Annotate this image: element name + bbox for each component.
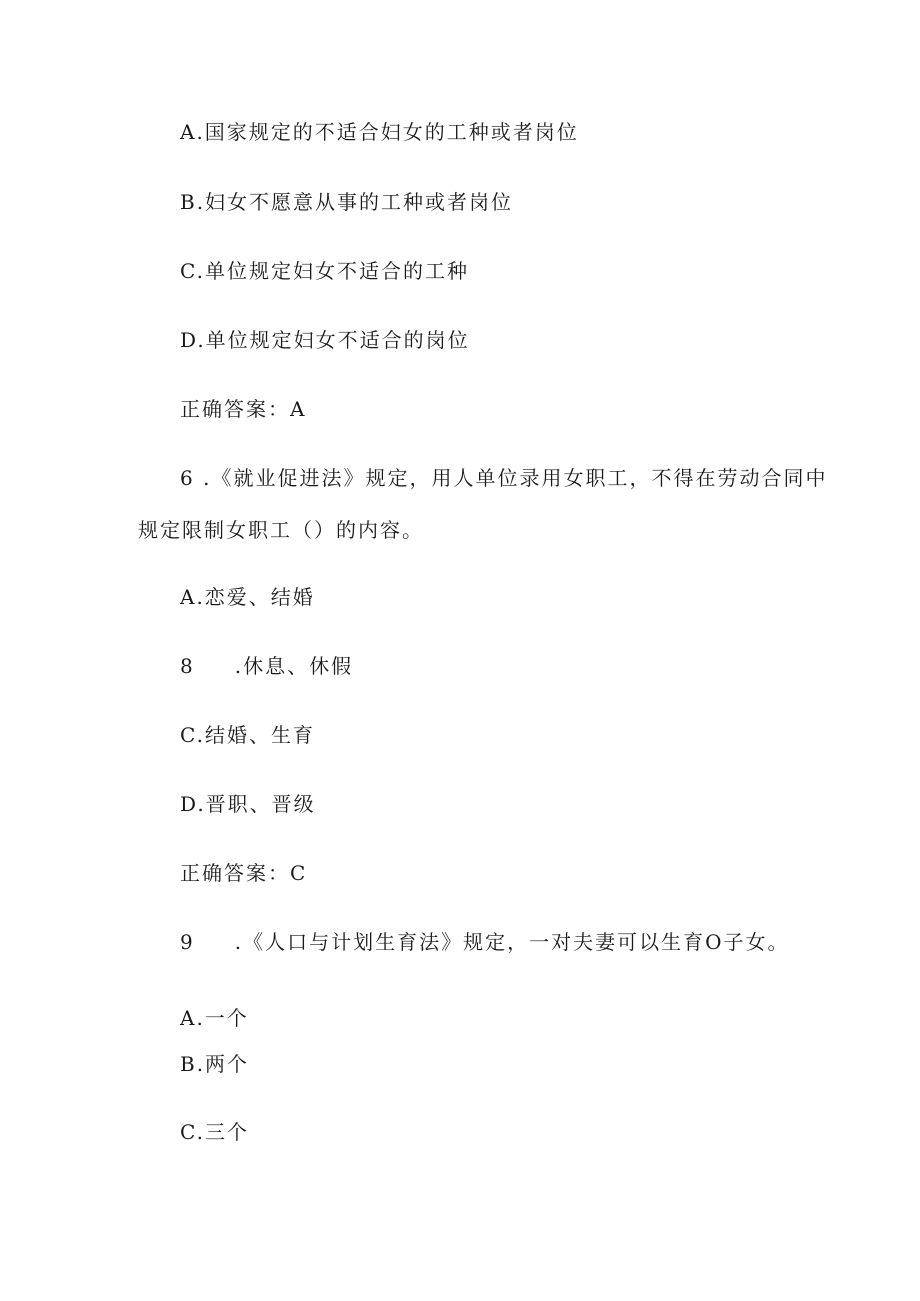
q9-option-b: B.两个 — [180, 1052, 250, 1076]
q9-option-c: C.三个 — [180, 1120, 249, 1144]
q6-text-line1: .《就业促进法》规定，用人单位录用女职工，不得在劳动合同中 — [203, 466, 828, 490]
q9-option-a: A.一个 — [180, 1006, 249, 1030]
q6-option-c: C.结婚、生育 — [180, 723, 315, 747]
q6-number: 6 — [180, 466, 195, 490]
q6-question-line1 — [180, 464, 827, 492]
q6-option-d: D.晋职、晋级 — [180, 792, 316, 816]
q9-text: .《人口与计划生育法》规定，一对夫妻可以生育O子女。 — [234, 930, 790, 954]
q6-question-line2: 规定限制女职工（）的内容。 — [138, 518, 424, 542]
q5-option-d: D.单位规定妇女不适合的岗位 — [180, 328, 470, 352]
q5-option-a: A.国家规定的不适合妇女的工种或者岗位 — [180, 120, 579, 144]
q6-option-b-number: 8 — [180, 654, 195, 678]
q5-option-b: B.妇女不愿意从事的工种或者岗位 — [180, 190, 514, 214]
q6-option-b — [180, 652, 353, 680]
q5-option-c: C.单位规定妇女不适合的工种 — [180, 259, 469, 283]
q5-answer: 正确答案：A — [180, 397, 307, 421]
q9-question — [180, 928, 790, 956]
q6-option-b-text: .休息、休假 — [234, 654, 354, 678]
q9-number: 9 — [180, 930, 195, 954]
q6-option-a: A.恋爱、结婚 — [180, 585, 315, 609]
q6-answer: 正确答案：C — [180, 861, 308, 885]
